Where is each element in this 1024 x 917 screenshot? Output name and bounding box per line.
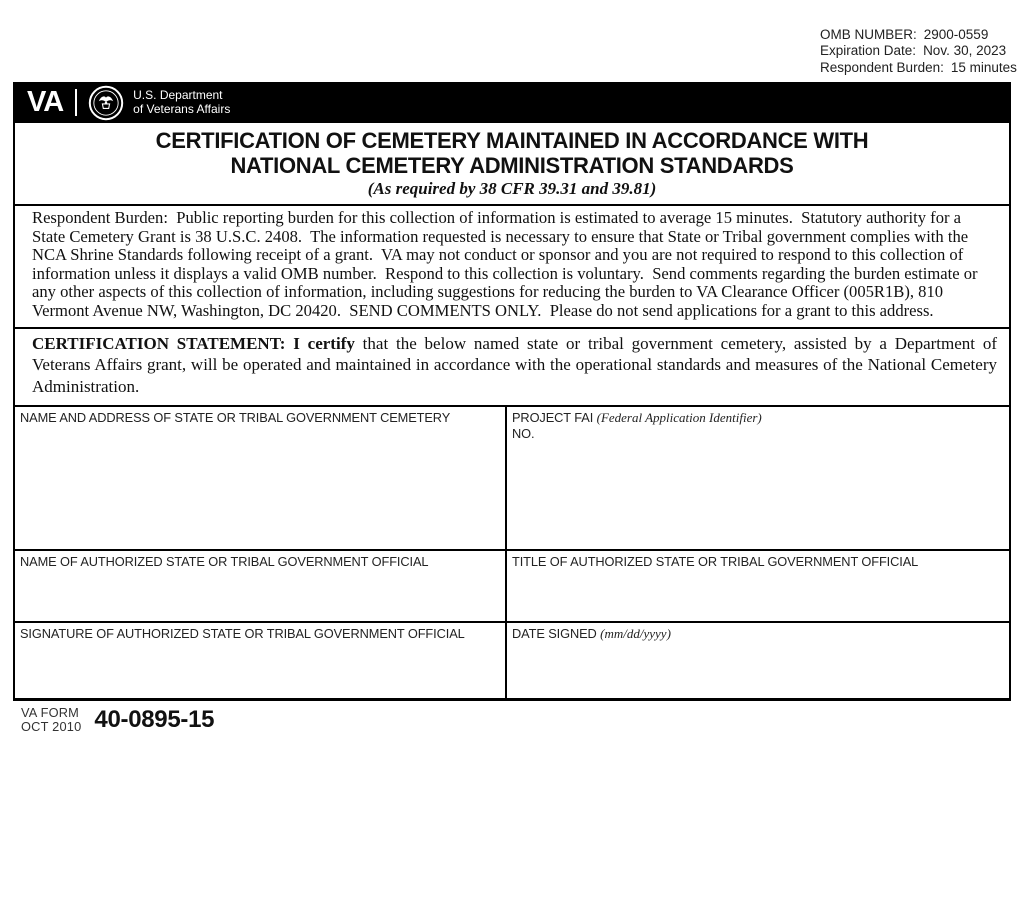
header-divider	[75, 89, 77, 116]
official-name-label: NAME OF AUTHORIZED STATE OR TRIBAL GOVERNMENT OFFICIAL	[20, 554, 429, 570]
cemetery-name-address-cell	[15, 407, 507, 549]
respondent-burden-label: Respondent Burden:	[820, 59, 944, 75]
omb-number-label: OMB NUMBER:	[820, 27, 917, 42]
certification-statement-lead: CERTIFICATION STATEMENT: I certify	[32, 333, 355, 353]
department-name	[133, 89, 230, 116]
official-name-cell	[15, 551, 507, 621]
respondent-burden-value: 15 minutes	[950, 59, 1017, 75]
project-fai-paren: (Federal Application Identifier)	[596, 410, 762, 426]
form-title-subtitle: (As required by 38 CFR 39.31 and 39.81)	[367, 179, 657, 198]
project-fai-cell	[507, 407, 1009, 549]
certification-statement-body: that the below named state or tribal government cemetery, assisted by a Department of Veterans Affairs grant, will be operated and maintained in accordance with the operational standards and measures of the National Cemetery Administration.	[32, 333, 997, 396]
va-form-label: VA FORM	[21, 705, 80, 721]
department-name-line1: U.S. Department	[133, 88, 223, 102]
form-number: 40-0895-15	[94, 706, 215, 733]
official-title-input-area[interactable]	[512, 570, 1003, 620]
cemetery-name-address-input-area[interactable]	[20, 426, 499, 548]
form-date: OCT 2010	[21, 719, 82, 734]
form-body	[13, 82, 1011, 701]
date-signed-input-area[interactable]	[512, 642, 1003, 697]
form-title-line2: NATIONAL CEMETERY ADMINISTRATION STANDARDS	[230, 152, 794, 178]
va-header-band	[15, 82, 1009, 123]
field-row-3	[15, 623, 1009, 698]
cemetery-name-address-label: NAME AND ADDRESS OF STATE OR TRIBAL GOVERNMENT CEMETERY	[20, 410, 451, 426]
form-id-block	[21, 706, 81, 734]
date-signed-label-line	[512, 626, 1003, 642]
omb-number-value: 2900-0559	[923, 27, 989, 42]
respondent-burden-row	[820, 60, 1017, 76]
expiration-date-label: Expiration Date:	[820, 43, 917, 59]
date-signed-paren: (mm/dd/yyyy)	[600, 626, 671, 642]
signature-input-area[interactable]	[20, 642, 499, 697]
expiration-date-row	[820, 43, 1017, 59]
field-row-2	[15, 551, 1009, 623]
va-logo: VA	[27, 86, 64, 118]
project-fai-label-line	[512, 410, 1003, 426]
omb-number-row	[820, 27, 1017, 43]
project-fai-input-area[interactable]	[512, 441, 1003, 547]
official-name-input-area[interactable]	[20, 570, 499, 620]
certification-statement	[15, 329, 1009, 408]
department-name-line2: of Veterans Affairs	[133, 101, 231, 116]
project-fai-no-label: NO.	[512, 425, 535, 441]
form-footer	[21, 706, 214, 734]
expiration-date-value: Nov. 30, 2023	[923, 43, 1007, 59]
form-title-box	[15, 123, 1009, 206]
official-title-cell	[507, 551, 1009, 621]
form-title-line1: CERTIFICATION OF CEMETERY MAINTAINED IN ACCORDANCE WITH	[155, 128, 869, 153]
signature-cell	[15, 623, 507, 698]
project-fai-label: PROJECT FAI	[512, 410, 594, 426]
date-signed-cell	[507, 623, 1009, 698]
official-title-label: TITLE OF AUTHORIZED STATE OR TRIBAL GOVERNMENT OFFICIAL	[512, 554, 919, 570]
date-signed-label: DATE SIGNED	[512, 626, 597, 642]
respondent-burden-paragraph: Respondent Burden: Public reporting burden for this collection of information is estimated to average 15 minutes. Statutory authority for a State Cemetery Grant is 38 U.S.C. 2408. The information requested is necessary to ensure that State or Tribal government complies with the NCA Shrine Standards following receipt of a grant. VA may not conduct or sponsor and you are not required to respond to this collection of information unless it displays a valid OMB number. Respond to this collection is voluntary. Send comments regarding the burden estimate or any other aspects of this collection of information, including suggestions for reducing the burden to VA Clearance Officer (005R1B), 810 Vermont Avenue NW, Washington, DC 20420. SEND COMMENTS ONLY. Please do not send applications for a grant to this address.	[15, 206, 1009, 329]
va-seal-icon	[88, 85, 124, 121]
signature-label: SIGNATURE OF AUTHORIZED STATE OR TRIBAL GOVERNMENT OFFICIAL	[20, 626, 465, 642]
field-row-1	[15, 407, 1009, 551]
omb-info-block	[820, 27, 1017, 76]
